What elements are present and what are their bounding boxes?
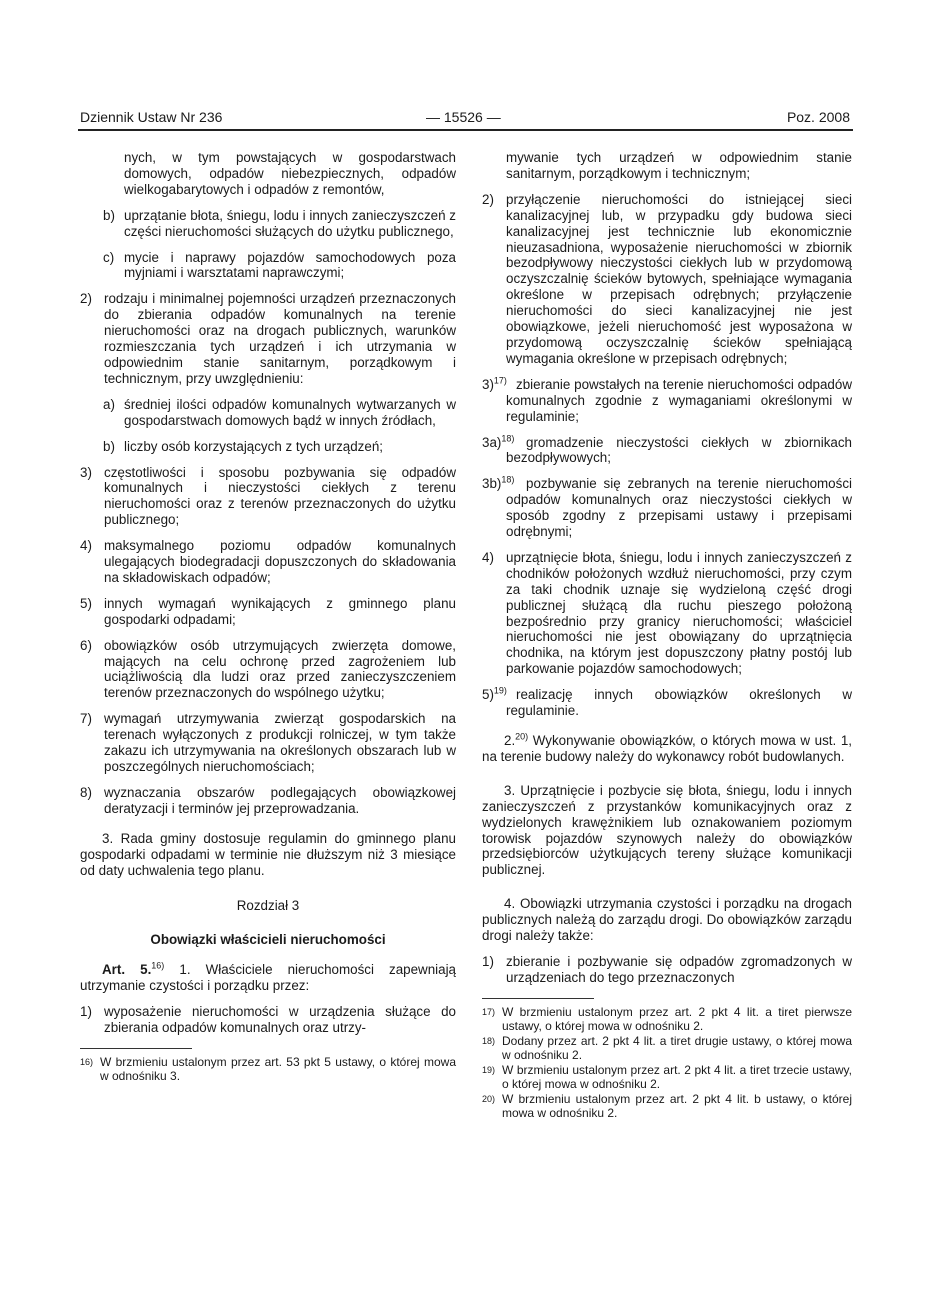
item-number: 3)$^{17)}$ bbox=[482, 375, 507, 392]
footnote-ref[interactable]: 20) bbox=[515, 731, 529, 742]
item-number: 3) bbox=[80, 464, 92, 480]
item-number: 8) bbox=[80, 784, 92, 800]
list-item bbox=[80, 439, 456, 455]
page-header bbox=[78, 108, 852, 130]
list-item bbox=[482, 377, 852, 425]
list-item bbox=[482, 435, 852, 467]
item-number: 7) bbox=[80, 711, 92, 727]
list-item bbox=[482, 550, 852, 677]
item-text: wyznaczania obszarów podlegających obowiązkowej deratyzacji i terminów jej przeprowadzania. bbox=[104, 784, 456, 816]
item-text: pozbywanie się zebranych na terenie nieruchomości odpadów komunalnych oraz nieczystości ciekłych w sposób zgodny z przepisami ustawy i przepisami odrębnymi; bbox=[506, 476, 852, 540]
footnote-19 bbox=[482, 1063, 852, 1092]
item-text: rodzaju i minimalnej pojemności urządzeń przeznaczonych do zbierania odpadów komunalnych na terenie nieruchomości oraz na drogach publicznych, warunków rozmieszczania tych urządzeń i ich utrzymania w odpowiednim stanie sanitarnym, porządkowym i technicznym, przy uwzględnieniu: bbox=[104, 291, 456, 386]
footnote-ref[interactable]: 19) bbox=[493, 685, 507, 696]
item-text: mycie i naprawy pojazdów samochodowych poza myjniami i warsztatami naprawczymi; bbox=[124, 249, 456, 281]
paragraph-2: 2.$^{20)}$ Wykonywanie obowiązków, o których mowa w ust. 1, na terenie budowy należy do wykonawcy robót budowlanych. bbox=[482, 731, 852, 764]
footnote-text: W brzmieniu ustalonym przez art. 2 pkt 4 lit. a tiret trzecie ustawy, o której mowa w odnośniku 2. bbox=[502, 1062, 852, 1092]
list-item bbox=[482, 476, 852, 540]
list-item bbox=[80, 596, 456, 628]
item-text: gromadzenie nieczystości ciekłych w zbiornikach bezodpływowych; bbox=[506, 434, 852, 466]
footnote-text: Dodany przez art. 2 pkt 4 lit. a tiret drugie ustawy, o której mowa w odnośniku 2. bbox=[502, 1033, 852, 1063]
item-number: 2) bbox=[482, 191, 494, 207]
paragraph-4: 4. Obowiązki utrzymania czystości i porządku na drogach publicznych należą do zarządu drogi. Do obowiązków zarządu drogi należy także: bbox=[482, 896, 852, 944]
list-item bbox=[80, 397, 456, 429]
item-number: 3a)$^{18)}$ bbox=[482, 433, 515, 450]
item-number: b) bbox=[103, 207, 115, 223]
item-text: liczby osób korzystających z tych urządzeń; bbox=[124, 438, 383, 454]
footnote-16 bbox=[80, 1055, 456, 1084]
article-label: Art. 5. bbox=[102, 962, 152, 978]
list-item bbox=[482, 687, 852, 719]
item-number: b) bbox=[103, 438, 115, 454]
list-item bbox=[80, 208, 456, 240]
item-text: zbieranie i pozbywanie się odpadów zgromadzonych w urządzeniach do tego przeznaczonych bbox=[506, 953, 852, 985]
item-text: uprzątnięcie błota, śniegu, lodu i innych zanieczyszczeń z chodników położonych wzdłuż nieruchomości, przy czym za taki chodnik uznaje się wydzieloną część drogi publicznej służącą dla ruchu pieszego położoną bezpośrednio przy granicy nieruchomości; właściciel nieruchomości nie jest obowiązany do uprzątnięcia chodnika, na którym jest dopuszczony płatny postój lub parkowanie pojazdów samochodowych; bbox=[506, 549, 852, 677]
item-number: 5)$^{19)}$ bbox=[482, 685, 507, 703]
article-5-intro bbox=[80, 962, 456, 994]
item-text: maksymalnego poziomu odpadów komunalnych ulegających biodegradacji dopuszczonych do składowania na składowiskach odpadów; bbox=[104, 538, 456, 585]
footnote-ref[interactable]: 16) bbox=[151, 960, 165, 971]
list-item bbox=[80, 291, 456, 386]
list-item bbox=[80, 538, 456, 586]
page-number: — 15526 — bbox=[426, 109, 501, 125]
footnote-17 bbox=[482, 1005, 852, 1034]
list-item bbox=[80, 785, 456, 817]
item-text: przyłączenie nieruchomości do istniejącej sieci kanalizacyjnej lub, w przypadku gdy budowa sieci kanalizacyjnej jest technicznie lub ekonomicznie nieuzasadniona, wyposażenie nieruchomości w zbiornik bezodpływowy nieczystości ciekłych lub w przydomową oczyszczalnię ścieków bytowych, spełniające wymagania określone w przepisach odrębnych; przyłączenie nieruchomości do sieci kanalizacyjnej nie jest obowiązkowe, jeżeli nieruchomość jest wyposażona w przydomową oczyszczalnię ścieków spełniającą wymagania określone w przepisach odrębnych; bbox=[506, 191, 852, 366]
journal-title: Dziennik Ustaw Nr 236 bbox=[80, 109, 223, 125]
article-text: 1. Właściciele nieruchomości zapewniają utrzymanie czystości i porządku przez: bbox=[80, 962, 456, 994]
list-item bbox=[80, 1004, 456, 1036]
item-text: obowiązków osób utrzymujących zwierzęta domowe, mających na celu ochronę przed zagrożeniem lub uciążliwością dla ludzi oraz przed zanieczyszczeniem terenów przeznaczonych do wspólnego użytku; bbox=[104, 637, 456, 701]
item-number: 3b)$^{18)}$ bbox=[482, 474, 515, 492]
item-number: 4) bbox=[80, 538, 92, 554]
item-number: 5) bbox=[80, 595, 92, 611]
chapter-title: Obowiązki właścicieli nieruchomości bbox=[150, 932, 386, 948]
list-item bbox=[482, 192, 852, 367]
continuation-text: mywanie tych urządzeń w odpowiednim stanie sanitarnym, porządkowym i technicznym; bbox=[506, 150, 852, 181]
footnote-18 bbox=[482, 1034, 852, 1063]
right-column bbox=[482, 150, 852, 1121]
item-number: c) bbox=[103, 249, 115, 265]
footnote-divider bbox=[80, 1048, 192, 1049]
paragraph-3: 3. Rada gminy dostosuje regulamin do gminnego planu gospodarki odpadami w terminie nie dłuższym niż 3 miesiące od daty uchwalenia tego planu. bbox=[80, 830, 456, 878]
list-item bbox=[80, 711, 456, 775]
footnote-text: W brzmieniu ustalonym przez art. 2 pkt 4 lit. b ustawy, o której mowa w odnośniku 2. bbox=[502, 1091, 852, 1121]
header-divider bbox=[78, 129, 853, 131]
item-number: 4) bbox=[482, 549, 494, 565]
footnote-text: W brzmieniu ustalonym przez art. 53 pkt 5 ustawy, o której mowa w odnośniku 3. bbox=[100, 1054, 456, 1084]
position-number: Poz. 2008 bbox=[786, 109, 850, 125]
item-text: częstotliwości i sposobu pozbywania się odpadów komunalnych i nieczystości ciekłych z terenu nieruchomości oraz z terenów przeznaczonych do użytku publicznego; bbox=[104, 464, 456, 528]
list-item bbox=[80, 465, 456, 529]
left-column bbox=[80, 150, 456, 1084]
list-item bbox=[482, 954, 852, 986]
footnote-20 bbox=[482, 1092, 852, 1121]
footnote-divider bbox=[482, 998, 594, 999]
footnote-text: W brzmieniu ustalonym przez art. 2 pkt 4 lit. a tiret pierwsze ustawy, o której mowa w odnośniku 2. bbox=[502, 1004, 852, 1034]
item-text: wyposażenie nieruchomości w urządzenia służące do zbierania odpadów komunalnych oraz utrzy- bbox=[104, 1004, 456, 1035]
item-text: średniej ilości odpadów komunalnych wytwarzanych w gospodarstwach domowych bądź w innych źródłach, bbox=[124, 396, 456, 428]
item-number: 6) bbox=[80, 637, 92, 653]
item-text: zbieranie powstałych na terenie nieruchomości odpadów komunalnych zgodnie z wymaganiami określonymi w regulaminie; bbox=[506, 376, 852, 424]
item-text: innych wymagań wynikających z gminnego planu gospodarki odpadami; bbox=[104, 595, 456, 627]
item-text: uprzątanie błota, śniegu, lodu i innych zanieczyszczeń z części nieruchomości służących do użytku publicznego, bbox=[124, 207, 456, 239]
footnote-ref[interactable]: 18) bbox=[501, 433, 515, 444]
paragraph-3: 3. Uprzątnięcie i pozbycie się błota, śniegu, lodu i innych zanieczyszczeń z przystanków komunikacyjnych oraz z wydzielonych krawężnikiem lub oznakowaniem poziomym torowisk pojazdów szynowych należy do obowiązków przedsiębiorców użytkujących tereny służące komunikacji publicznej. bbox=[482, 782, 852, 878]
footnote-number: 18) bbox=[482, 1035, 496, 1046]
item-number: 1) bbox=[80, 1004, 92, 1020]
footnote-ref[interactable]: 17) bbox=[493, 375, 507, 386]
continuation-text: nych, w tym powstających w gospodarstwach domowych, odpadów niebezpiecznych, odpadów wielkogabarytowych i odpadów z remontów, bbox=[124, 150, 456, 197]
footnote-number: 16) bbox=[80, 1056, 94, 1067]
item-text: realizację innych obowiązków określonych w regulaminie. bbox=[506, 687, 852, 719]
footnote-number: 17) bbox=[482, 1006, 496, 1017]
item-number: 1) bbox=[482, 953, 494, 969]
footnote-number: 20) bbox=[482, 1093, 496, 1104]
item-number: 2) bbox=[80, 291, 92, 307]
chapter-label: Rozdział 3 bbox=[236, 898, 300, 914]
item-number: a) bbox=[103, 396, 115, 412]
item-text: wymagań utrzymywania zwierząt gospodarskich na terenach wyłączonych z produkcji rolniczej, w tym także zakazu ich utrzymywania na określonych obszarach lub w poszczególnych nieruchomościach; bbox=[104, 711, 456, 774]
list-item bbox=[80, 250, 456, 282]
footnote-number: 19) bbox=[482, 1064, 496, 1075]
footnote-ref[interactable]: 18) bbox=[501, 474, 515, 485]
list-item bbox=[80, 638, 456, 702]
